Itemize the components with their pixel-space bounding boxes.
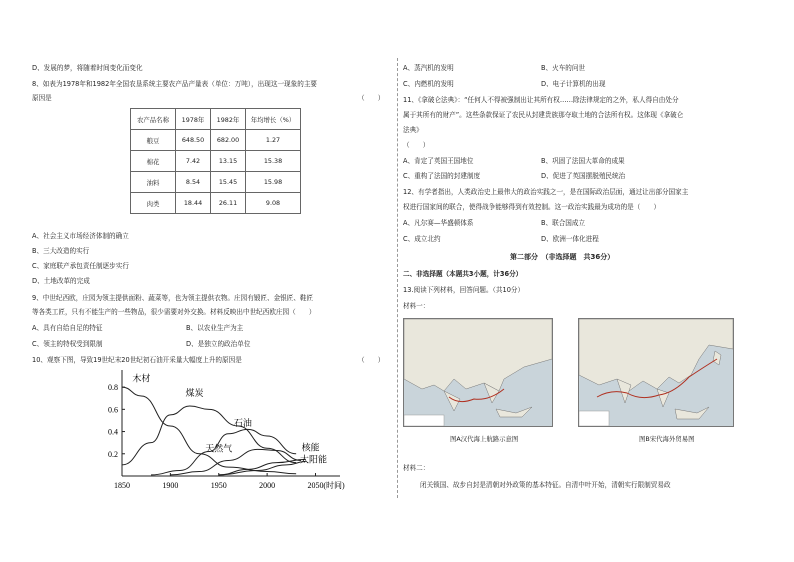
q11-option-a: A、肯定了英国王国地位: [403, 157, 474, 165]
y-tick-label: 0.4: [108, 427, 118, 437]
q8-option-d: D、土地改革的完成: [32, 277, 90, 285]
q12-option-b: B、联合国成立: [541, 219, 586, 227]
table-row: [131, 172, 301, 193]
q10-option-a: A、蒸汽机的发明: [403, 64, 454, 72]
q13-stem: 13.阅读下列材料，回答问题。（共10分）: [403, 286, 525, 294]
q9-stem-line2: 等各类工匠，只有不能生产的一些物品，很少需要对外交换。材料反映出中世纪西欧庄园（ ）: [32, 308, 316, 316]
q12-option-d: D、欧洲一体化进程: [541, 235, 599, 243]
table-cell: 肉类: [131, 193, 176, 214]
table-cell: 13.15: [211, 151, 246, 172]
table-header-row: [131, 109, 301, 130]
table-row: [131, 151, 301, 172]
table-cell: 9.08: [246, 193, 301, 214]
q8-stem-line2: 原因是: [32, 94, 52, 102]
table-cell: 1.27: [246, 130, 301, 151]
map-b-image: [578, 318, 734, 427]
q9-stem-line1: 9、中世纪西欧，庄园为领主提供面粉、蔬菜等，也为领主提供衣物。庄园有锻匠、金银匠、鞋匠: [32, 294, 314, 302]
table-cell: 26.11: [211, 193, 246, 214]
table-cell: 棉花: [131, 151, 176, 172]
q9-option-b: B、以农业生产为主: [186, 324, 244, 332]
column-divider: [397, 58, 398, 498]
q8-answer-blank: （ ）: [358, 94, 385, 102]
q9-option-a: A、具有自给自足的特征: [32, 324, 103, 332]
q10-stem: 10、观察下图，导致19世纪末20世纪初石油开采量大幅度上升的原因是: [32, 356, 242, 364]
x-tick-label: 1850: [114, 481, 130, 490]
y-tick-label: 0.2: [108, 449, 118, 459]
q10-option-c: C、内燃机的发明: [403, 80, 454, 88]
q8-option-a: A、社会主义市场经济体制的确立: [32, 232, 129, 240]
series-label: 核能: [301, 443, 320, 454]
q8-option-c: C、家庭联产承包责任制逐步实行: [32, 262, 129, 270]
table-cell: 油料: [131, 172, 176, 193]
q10-option-b: B、火车的问世: [541, 64, 586, 72]
table-header-cell: 1978年: [176, 109, 211, 130]
map-a-image: [403, 318, 553, 427]
q8-option-b: B、三大改造的实行: [32, 247, 90, 255]
x-tick-label: 1950: [210, 481, 227, 490]
q12-stem-line2: 权进行国家间的联合，使得战争能够得到有效控制。这一政治实践最为成功的是（ ）: [403, 203, 661, 211]
y-tick-label: 0.8: [108, 383, 118, 393]
material-one-label: 材料一：: [403, 302, 430, 310]
series-label: 太阳能: [300, 455, 328, 466]
section-two-heading: 二、非选择题（本题共3小题，计36分）: [403, 270, 523, 278]
map-b-graphic: [579, 319, 733, 426]
series-label: 木材: [132, 374, 151, 385]
part-two-title: 第二部分 （非选择题 共36分）: [510, 253, 615, 261]
q11-stem-line2: 属于其所有的财产”。这些条款保证了农民从封建贵族那夺取土地的合法所有权。这体现《拿破仑: [403, 111, 684, 119]
production-table: [130, 108, 301, 214]
table-header-cell: 1982年: [211, 109, 246, 130]
q8-stem-line1: 8、如表为1978年和1982年全国农垦系统主要农产品产量表（单位：万吨），出现这一现象的主要: [32, 80, 318, 88]
table-row: [131, 193, 301, 214]
q12-option-a: A、凡尔赛—华盛顿体系: [403, 219, 474, 227]
y-tick-label: 0.6: [108, 405, 118, 415]
q9-option-d: D、是独立的政治单位: [186, 340, 251, 348]
q7-option-d: D、发展的梦，将随着时间变化而变化: [32, 64, 143, 72]
table-cell: 7.42: [176, 151, 211, 172]
table-cell: 682.00: [211, 130, 246, 151]
material-two-label: 材料二：: [403, 464, 430, 472]
series-label: 煤炭: [185, 389, 204, 399]
q11-stem-line1: 11、《拿破仑法典》：“任何人不得被强制出让其所有权……除法律规定的之外，私人得自由处分: [403, 96, 679, 104]
q11-option-d: D、促进了英国摆脱殖民统治: [541, 172, 626, 180]
map-a-graphic: [404, 319, 552, 426]
material-two-text: 闭关锁国、故步自封是清朝对外政策的基本特征。自清中叶开始，清朝实行限制贸易政: [420, 481, 671, 489]
x-axis-unit: (时间): [323, 481, 345, 490]
q12-stem-line1: 12、有学者指出，人类政治史上最伟大的政治实践之一，是在国际政治层面，通过让出部分国家主: [403, 188, 689, 196]
x-tick-label: 2000: [259, 481, 276, 490]
q11-option-c: C、重构了法国的封建制度: [403, 172, 481, 180]
x-tick-label: 2050: [307, 481, 324, 490]
energy-chart: [92, 368, 372, 496]
table-header-cell: 农产品名称: [131, 109, 176, 130]
table-cell: 粮豆: [131, 130, 176, 151]
q11-stem-line3: 法典》: [403, 126, 423, 134]
x-tick-label: 1900: [162, 481, 179, 490]
q9-option-c: C、领主的特权受到限制: [32, 340, 103, 348]
q10-answer-blank: （ ）: [358, 356, 385, 364]
q11-option-b: B、巩固了法国大革命的成果: [541, 157, 625, 165]
series-label: 天然气: [205, 444, 233, 455]
map-a-caption: 图A汉代海上航路示意图: [450, 435, 519, 443]
q11-answer-blank: （ ）: [403, 141, 430, 149]
table-cell: 15.45: [211, 172, 246, 193]
table-cell: 15.38: [246, 151, 301, 172]
table-cell: 8.54: [176, 172, 211, 193]
table-header-cell: 年均增长（%）: [246, 109, 301, 130]
table-cell: 15.98: [246, 172, 301, 193]
table-cell: 648.50: [176, 130, 211, 151]
series-label: 石油: [233, 419, 252, 429]
q12-option-c: C、成立北约: [403, 235, 441, 243]
map-b-caption: 图B宋代海外贸易图: [639, 435, 695, 443]
table-cell: 18.44: [176, 193, 211, 214]
q10-option-d: D、电子计算机的出现: [541, 80, 606, 88]
table-row: [131, 130, 301, 151]
series-line: [122, 387, 296, 474]
